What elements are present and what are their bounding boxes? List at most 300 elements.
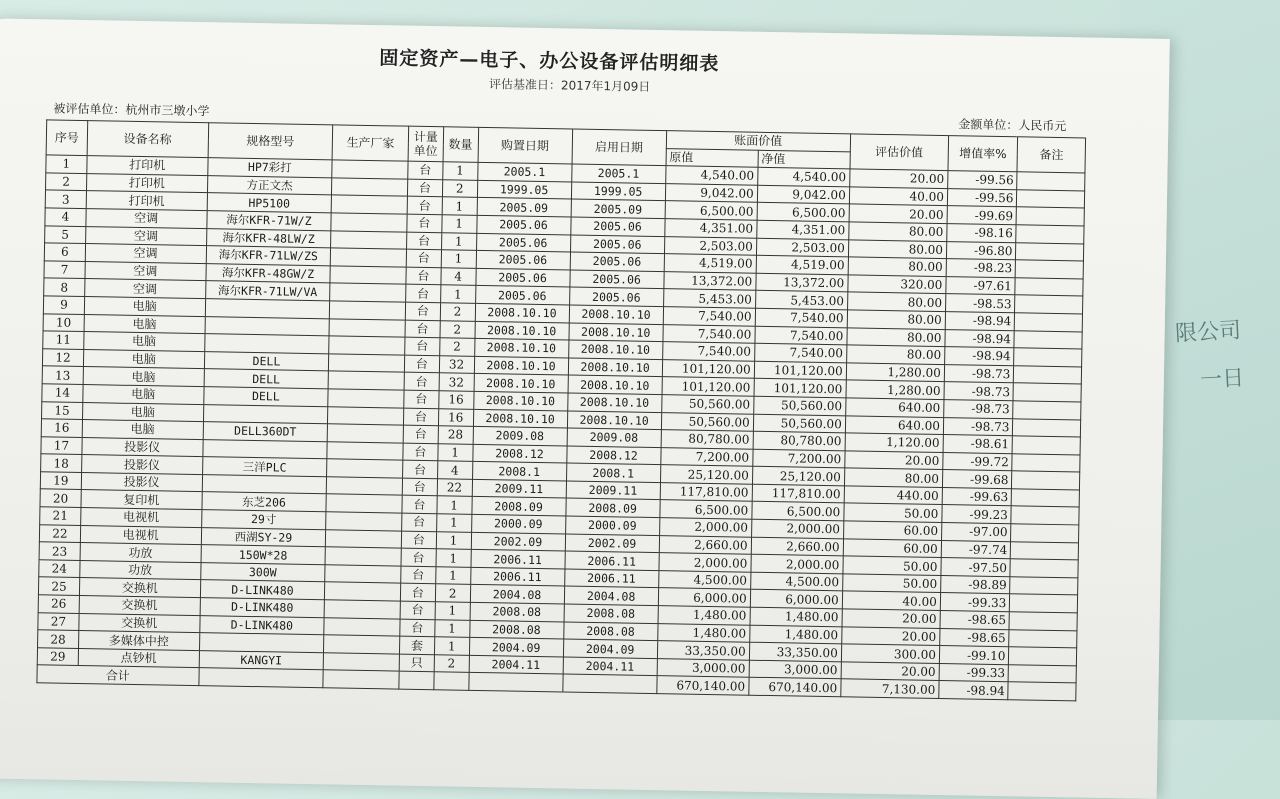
cell-rate: -98.23 <box>946 259 1016 278</box>
cell-purchase-date: 2008.08 <box>470 602 564 621</box>
cell-net: 101,120.00 <box>754 379 846 398</box>
cell-remark <box>1012 471 1080 490</box>
total-empty <box>323 670 399 689</box>
cell-qty: 1 <box>435 567 470 585</box>
cell-appraised: 440.00 <box>844 486 942 505</box>
cell-name: 复印机 <box>81 490 202 510</box>
cell-maker <box>332 178 408 197</box>
cell-appraised: 1,280.00 <box>846 380 944 399</box>
total-original: 670,140.00 <box>656 676 748 695</box>
cell-model: 三洋PLC <box>202 457 327 477</box>
cell-qty: 4 <box>441 268 476 286</box>
cell-unit: 台 <box>402 478 437 496</box>
cell-purchase-date: 2005.06 <box>475 286 569 305</box>
cell-appraised: 80.00 <box>847 327 945 346</box>
cell-remark <box>1014 348 1082 367</box>
cell-remark <box>1015 278 1083 297</box>
cell-no: 11 <box>43 331 84 349</box>
cell-purchase-date: 2009.11 <box>472 479 566 498</box>
cell-net: 80,780.00 <box>753 431 845 450</box>
cell-qty: 1 <box>440 285 475 303</box>
cell-unit: 台 <box>401 548 436 566</box>
cell-no: 9 <box>43 296 84 314</box>
cell-start-date: 2005.06 <box>570 252 664 271</box>
cell-rate: -98.89 <box>941 575 1011 594</box>
cell-start-date: 2006.11 <box>564 569 658 588</box>
cell-net: 4,500.00 <box>750 572 842 591</box>
cell-rate: -98.65 <box>940 611 1010 630</box>
total-appraised: 7,130.00 <box>841 679 939 698</box>
cell-qty: 1 <box>438 443 473 461</box>
cell-net: 13,372.00 <box>756 273 848 292</box>
cell-original: 4,519.00 <box>664 254 756 273</box>
cell-no: 22 <box>39 524 80 542</box>
cell-net: 1,480.00 <box>750 607 842 626</box>
cell-net: 50,560.00 <box>753 414 845 433</box>
cell-no: 28 <box>38 630 79 648</box>
cell-model <box>204 334 329 354</box>
cell-unit: 台 <box>406 267 441 285</box>
cell-qty: 32 <box>439 373 474 391</box>
cell-maker <box>325 547 401 566</box>
cell-remark <box>1016 207 1084 226</box>
cell-appraised: 50.00 <box>842 574 940 593</box>
cell-no: 7 <box>44 261 85 279</box>
header-original: 原值 <box>666 148 758 167</box>
cell-remark <box>1016 242 1084 261</box>
cell-name: 空调 <box>86 209 207 229</box>
cell-start-date: 2008.1 <box>566 463 660 482</box>
cell-purchase-date: 2005.09 <box>477 198 571 217</box>
cell-appraised: 80.00 <box>848 257 946 276</box>
cell-rate: -98.16 <box>947 224 1017 243</box>
cell-original: 4,500.00 <box>658 570 750 589</box>
cell-rate: -97.50 <box>941 558 1011 577</box>
cell-appraised: 20.00 <box>849 169 947 188</box>
cell-unit: 台 <box>401 531 436 549</box>
cell-appraised: 20.00 <box>841 662 939 681</box>
cell-rate: -99.69 <box>947 206 1017 225</box>
cell-net: 4,540.00 <box>757 167 849 186</box>
cell-model: 海尔KFR-71LW/ZS <box>206 246 331 266</box>
cell-name: 电视机 <box>80 525 201 545</box>
cell-no: 27 <box>38 612 79 630</box>
cell-maker <box>331 248 407 267</box>
cell-appraised: 80.00 <box>846 345 944 364</box>
cell-unit: 台 <box>402 496 437 514</box>
cell-maker <box>331 213 407 232</box>
cell-appraised: 20.00 <box>842 609 940 628</box>
cell-rate: -99.63 <box>942 487 1012 506</box>
cell-net: 101,120.00 <box>754 361 846 380</box>
cell-qty: 1 <box>434 637 469 655</box>
cell-model: 海尔KFR-71LW/VA <box>205 281 330 301</box>
background-text-date: 一日 <box>1199 365 1245 394</box>
cell-name: 投影仪 <box>81 472 202 492</box>
cell-rate: -99.56 <box>948 171 1018 190</box>
cell-maker <box>329 336 405 355</box>
cell-net: 7,540.00 <box>755 308 847 327</box>
cell-start-date: 2008.10.10 <box>568 340 662 359</box>
cell-name: 电脑 <box>83 384 204 404</box>
cell-rate: -99.33 <box>940 593 1010 612</box>
cell-no: 21 <box>40 507 81 525</box>
cell-model: 300W <box>200 562 325 582</box>
cell-maker <box>329 354 405 373</box>
cell-original: 50,560.00 <box>661 412 753 431</box>
cell-original: 4,351.00 <box>664 219 756 238</box>
cell-original: 33,350.00 <box>657 641 749 660</box>
cell-qty: 1 <box>435 619 470 637</box>
cell-original: 2,000.00 <box>659 518 751 537</box>
cell-net: 7,200.00 <box>752 449 844 468</box>
cell-unit: 台 <box>406 232 441 250</box>
header-model: 规格型号 <box>208 123 333 160</box>
cell-start-date: 2005.06 <box>570 235 664 254</box>
cell-start-date: 2005.06 <box>569 287 663 306</box>
cell-unit: 台 <box>404 390 439 408</box>
total-empty <box>434 672 469 690</box>
cell-unit: 台 <box>400 619 435 637</box>
header-maker: 生产厂家 <box>332 125 408 162</box>
cell-net: 7,540.00 <box>755 326 847 345</box>
cell-model: 29寸 <box>201 510 326 530</box>
cell-unit: 台 <box>405 337 440 355</box>
cell-purchase-date: 2000.09 <box>471 514 565 533</box>
cell-rate: -97.74 <box>941 540 1011 559</box>
cell-qty: 2 <box>435 584 470 602</box>
cell-maker <box>326 529 402 548</box>
cell-qty: 1 <box>442 215 477 233</box>
cell-original: 2,503.00 <box>664 236 756 255</box>
cell-start-date: 2008.10.10 <box>567 410 661 429</box>
cell-purchase-date: 2008.10.10 <box>474 356 568 375</box>
cell-name: 电脑 <box>82 402 203 422</box>
cell-start-date: 2006.11 <box>565 551 659 570</box>
cell-name: 空调 <box>85 261 206 281</box>
cell-remark <box>1010 559 1078 578</box>
cell-rate: -99.23 <box>942 505 1012 524</box>
cell-unit: 台 <box>404 372 439 390</box>
cell-original: 2,660.00 <box>659 535 751 554</box>
cell-maker <box>328 371 404 390</box>
cell-original: 6,500.00 <box>665 201 757 220</box>
cell-start-date: 2008.10.10 <box>568 375 662 394</box>
cell-rate: -97.61 <box>946 276 1016 295</box>
appraised-entity: 被评估单位：杭州市三墩小学 <box>53 101 210 119</box>
cell-remark <box>1009 629 1077 648</box>
cell-appraised: 40.00 <box>842 591 940 610</box>
cell-purchase-date: 2006.11 <box>470 567 564 586</box>
cell-name: 空调 <box>85 226 206 246</box>
cell-qty: 2 <box>440 303 475 321</box>
cell-no: 4 <box>45 208 86 226</box>
cell-unit: 台 <box>404 355 439 373</box>
cell-model <box>205 316 330 336</box>
cell-purchase-date: 2008.10.10 <box>475 303 569 322</box>
cell-unit: 台 <box>403 425 438 443</box>
cell-start-date: 2005.06 <box>569 270 663 289</box>
cell-original: 50,560.00 <box>661 395 753 414</box>
cell-appraised: 50.00 <box>843 556 941 575</box>
cell-no: 25 <box>38 577 79 595</box>
cell-unit: 台 <box>403 408 438 426</box>
cell-purchase-date: 2008.10.10 <box>473 391 567 410</box>
cell-unit: 台 <box>408 161 443 179</box>
cell-rate: -98.73 <box>944 382 1014 401</box>
cell-net: 1,480.00 <box>749 625 841 644</box>
total-empty <box>198 668 323 688</box>
cell-qty: 22 <box>437 479 472 497</box>
cell-purchase-date: 2008.10.10 <box>474 321 568 340</box>
cell-maker <box>330 301 406 320</box>
cell-unit: 台 <box>400 601 435 619</box>
cell-maker <box>324 600 400 619</box>
cell-start-date: 2008.10.10 <box>569 305 663 324</box>
cell-name: 交换机 <box>79 596 200 616</box>
cell-qty: 2 <box>440 320 475 338</box>
cell-name: 打印机 <box>86 173 207 193</box>
cell-purchase-date: 2008.08 <box>469 620 563 639</box>
document-subtitle: 评估基准日：2017年1月09日 <box>488 77 651 94</box>
cell-remark <box>1014 330 1082 349</box>
cell-start-date: 2002.09 <box>565 534 659 553</box>
cell-maker <box>327 459 403 478</box>
total-empty <box>399 671 434 689</box>
cell-qty: 1 <box>437 496 472 514</box>
cell-rate: -98.73 <box>944 364 1014 383</box>
cell-rate: -98.94 <box>945 312 1015 331</box>
cell-original: 7,200.00 <box>660 447 752 466</box>
cell-purchase-date: 2005.06 <box>475 268 569 287</box>
cell-name: 打印机 <box>87 156 208 176</box>
cell-no: 29 <box>37 648 78 666</box>
cell-remark <box>1008 665 1076 684</box>
cell-maker <box>326 494 402 513</box>
cell-start-date: 2004.11 <box>563 657 657 676</box>
cell-rate: -98.61 <box>943 435 1013 454</box>
cell-net: 3,000.00 <box>749 660 841 679</box>
total-label: 合计 <box>37 665 199 685</box>
header-name: 设备名称 <box>87 121 208 158</box>
cell-name: 打印机 <box>86 191 207 211</box>
cell-maker <box>329 318 405 337</box>
cell-appraised: 80.00 <box>847 310 945 329</box>
cell-remark <box>1017 190 1085 209</box>
cell-no: 6 <box>44 243 85 261</box>
cell-qty: 16 <box>438 391 473 409</box>
cell-unit: 台 <box>405 320 440 338</box>
cell-model <box>202 439 327 459</box>
cell-net: 50,560.00 <box>753 396 845 415</box>
cell-maker <box>331 195 407 214</box>
cell-appraised: 320.00 <box>848 275 946 294</box>
header-unit: 计量单位 <box>408 126 443 162</box>
cell-purchase-date: 2006.11 <box>470 550 564 569</box>
cell-qty: 1 <box>442 197 477 215</box>
cell-rate: -99.33 <box>939 663 1009 682</box>
cell-purchase-date: 2008.09 <box>471 497 565 516</box>
cell-appraised: 640.00 <box>845 398 943 417</box>
cell-remark <box>1012 436 1080 455</box>
cell-purchase-date: 2008.10.10 <box>474 374 568 393</box>
cell-remark <box>1013 418 1081 437</box>
cell-name: 投影仪 <box>82 437 203 457</box>
header-book-value: 账面价值 <box>666 131 850 152</box>
cell-net: 25,120.00 <box>752 467 844 486</box>
cell-name: 多媒体中控 <box>78 631 199 651</box>
cell-name: 空调 <box>85 244 206 264</box>
cell-name: 电脑 <box>84 314 205 334</box>
cell-model: DELL <box>203 387 328 407</box>
cell-net: 117,810.00 <box>752 484 844 503</box>
cell-start-date: 2008.10.10 <box>569 323 663 342</box>
cell-name: 电脑 <box>84 332 205 352</box>
cell-start-date: 2005.09 <box>571 199 665 218</box>
cell-qty: 1 <box>442 162 477 180</box>
cell-unit: 台 <box>400 584 435 602</box>
cell-model: 150W*28 <box>201 545 326 565</box>
cell-model <box>205 299 330 319</box>
cell-no: 1 <box>46 155 87 173</box>
cell-purchase-date: 2005.1 <box>477 163 571 182</box>
cell-start-date: 2008.08 <box>564 604 658 623</box>
cell-rate: -99.72 <box>943 452 1013 471</box>
cell-remark <box>1009 647 1077 666</box>
cell-no: 15 <box>42 401 83 419</box>
cell-rate: -98.65 <box>940 628 1010 647</box>
document-title: 固定资产—电子、办公设备评估明细表 <box>379 47 720 76</box>
cell-start-date: 2008.09 <box>565 498 659 517</box>
cell-name: 功放 <box>80 543 201 563</box>
cell-net: 7,540.00 <box>754 343 846 362</box>
cell-qty: 2 <box>434 655 469 673</box>
cell-start-date: 2008.08 <box>563 622 657 641</box>
cell-rate: -96.80 <box>946 241 1016 260</box>
cell-qty: 1 <box>441 232 476 250</box>
cell-remark <box>1011 524 1079 543</box>
cell-purchase-date: 2008.12 <box>472 444 566 463</box>
cell-no: 2 <box>46 173 87 191</box>
cell-model <box>202 474 327 494</box>
cell-purchase-date: 2008.1 <box>472 462 566 481</box>
cell-start-date: 2009.08 <box>567 428 661 447</box>
cell-purchase-date: 2005.06 <box>476 215 570 234</box>
cell-original: 80,780.00 <box>661 430 753 449</box>
cell-no: 16 <box>41 419 82 437</box>
cell-net: 9,042.00 <box>757 185 849 204</box>
cell-model: 东芝206 <box>202 492 327 512</box>
cell-purchase-date: 2004.09 <box>469 638 563 657</box>
cell-no: 20 <box>40 489 81 507</box>
cell-appraised: 60.00 <box>843 538 941 557</box>
cell-unit: 台 <box>403 460 438 478</box>
header-appraised: 评估价值 <box>850 134 949 171</box>
cell-appraised: 80.00 <box>844 468 942 487</box>
cell-appraised: 80.00 <box>847 292 945 311</box>
cell-model <box>203 404 328 424</box>
cell-net: 6,500.00 <box>757 203 849 222</box>
cell-remark <box>1012 489 1080 508</box>
cell-appraised: 640.00 <box>845 415 943 434</box>
cell-original: 1,480.00 <box>658 606 750 625</box>
cell-maker <box>323 653 399 672</box>
cell-start-date: 2000.09 <box>565 516 659 535</box>
cell-rate: -98.53 <box>945 294 1015 313</box>
cell-model: 海尔KFR-48LW/Z <box>206 228 331 248</box>
cell-remark <box>1013 401 1081 420</box>
cell-maker <box>330 266 406 285</box>
cell-model: D-LINK480 <box>200 598 325 618</box>
cell-maker <box>331 230 407 249</box>
cell-remark <box>1010 594 1078 613</box>
cell-original: 3,000.00 <box>657 658 749 677</box>
cell-remark <box>1016 260 1084 279</box>
cell-original: 101,120.00 <box>662 359 754 378</box>
header-rate: 增值率% <box>948 136 1018 172</box>
cell-remark <box>1012 453 1080 472</box>
total-remark <box>1008 682 1076 701</box>
cell-remark <box>1010 577 1078 596</box>
cell-original: 2,000.00 <box>659 553 751 572</box>
cell-no: 18 <box>41 454 82 472</box>
cell-original: 25,120.00 <box>660 465 752 484</box>
cell-no: 26 <box>38 595 79 613</box>
cell-net: 33,350.00 <box>749 642 841 661</box>
cell-model: 海尔KFR-48GW/Z <box>205 263 330 283</box>
total-empty <box>562 674 656 693</box>
cell-start-date: 2005.1 <box>571 164 665 183</box>
cell-original: 7,540.00 <box>662 342 754 361</box>
background-text-company: 限公司 <box>1174 318 1242 347</box>
cell-net: 2,000.00 <box>751 519 843 538</box>
cell-remark <box>1015 313 1083 332</box>
cell-remark <box>1017 172 1085 191</box>
cell-no: 17 <box>41 436 82 454</box>
cell-purchase-date: 2008.10.10 <box>473 409 567 428</box>
header-purchase-date: 购置日期 <box>478 127 573 164</box>
cell-qty: 32 <box>439 355 474 373</box>
cell-name: 功放 <box>80 560 201 580</box>
cell-original: 7,540.00 <box>663 307 755 326</box>
cell-purchase-date: 2002.09 <box>471 532 565 551</box>
cell-model: D-LINK480 <box>199 615 324 635</box>
cell-model: HP7彩打 <box>207 158 332 178</box>
cell-qty: 2 <box>442 180 477 198</box>
cell-name: 空调 <box>85 279 206 299</box>
cell-appraised: 20.00 <box>841 626 939 645</box>
cell-qty: 1 <box>436 514 471 532</box>
cell-original: 117,810.00 <box>660 482 752 501</box>
cell-unit: 台 <box>407 179 442 197</box>
cell-no: 24 <box>39 560 80 578</box>
table-header-row <box>46 120 1085 156</box>
cell-net: 4,519.00 <box>756 255 848 274</box>
cell-original: 5,453.00 <box>663 289 755 308</box>
cell-appraised: 40.00 <box>849 187 947 206</box>
cell-model <box>199 633 324 653</box>
cell-unit: 台 <box>402 513 437 531</box>
cell-purchase-date: 1999.05 <box>477 180 571 199</box>
cell-qty: 1 <box>436 531 471 549</box>
cell-model: DELL <box>204 351 329 371</box>
cell-rate: -99.10 <box>939 646 1009 665</box>
cell-no: 8 <box>44 278 85 296</box>
total-rate: -98.94 <box>939 681 1009 700</box>
cell-name: 电脑 <box>83 349 204 369</box>
cell-appraised: 20.00 <box>845 451 943 470</box>
cell-remark <box>1013 383 1081 402</box>
